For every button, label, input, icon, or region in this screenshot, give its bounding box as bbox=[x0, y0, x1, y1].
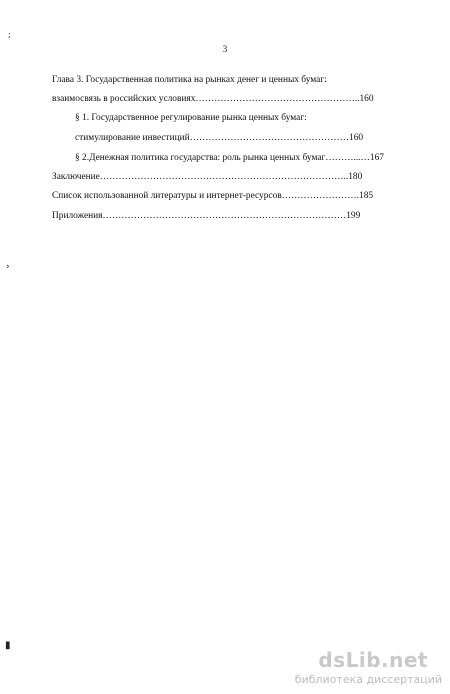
toc-section-1-title: § 1. Государственное регулирование рынка ценных бумаг: bbox=[75, 113, 307, 123]
toc-appendices: Приложения……………………………………………………………………199 bbox=[52, 211, 361, 221]
watermark-logo: dsLib.net bbox=[318, 648, 428, 672]
watermark bbox=[267, 648, 442, 688]
toc-chapter-3-title: Глава 3. Государственная политика на рынках денег и ценных бумаг: bbox=[52, 75, 327, 85]
toc-section-2-title: § 2.Денежная политика государства: роль рынка ценных бумаг………...…167 bbox=[75, 153, 384, 163]
toc-conclusion: Заключение……………………………………………………………………..180 bbox=[52, 172, 363, 182]
page-number: 3 bbox=[222, 44, 228, 54]
toc-bibliography: Список использованной литературы и интернет-ресурсов…………………….185 bbox=[52, 191, 374, 201]
scan-mark-middle: › bbox=[6, 262, 10, 272]
scan-mark-bottom: ▮ bbox=[5, 640, 11, 651]
scan-mark-top: ; bbox=[8, 30, 11, 39]
toc-section-1-title-continued: стимулирование инвестиций……………………………………………160 bbox=[75, 133, 364, 143]
toc-chapter-3-title-continued: взаимосвязь в российских условиях……………………………………………..160 bbox=[52, 94, 374, 104]
watermark-subtitle: библиотека диссертаций bbox=[294, 673, 442, 686]
